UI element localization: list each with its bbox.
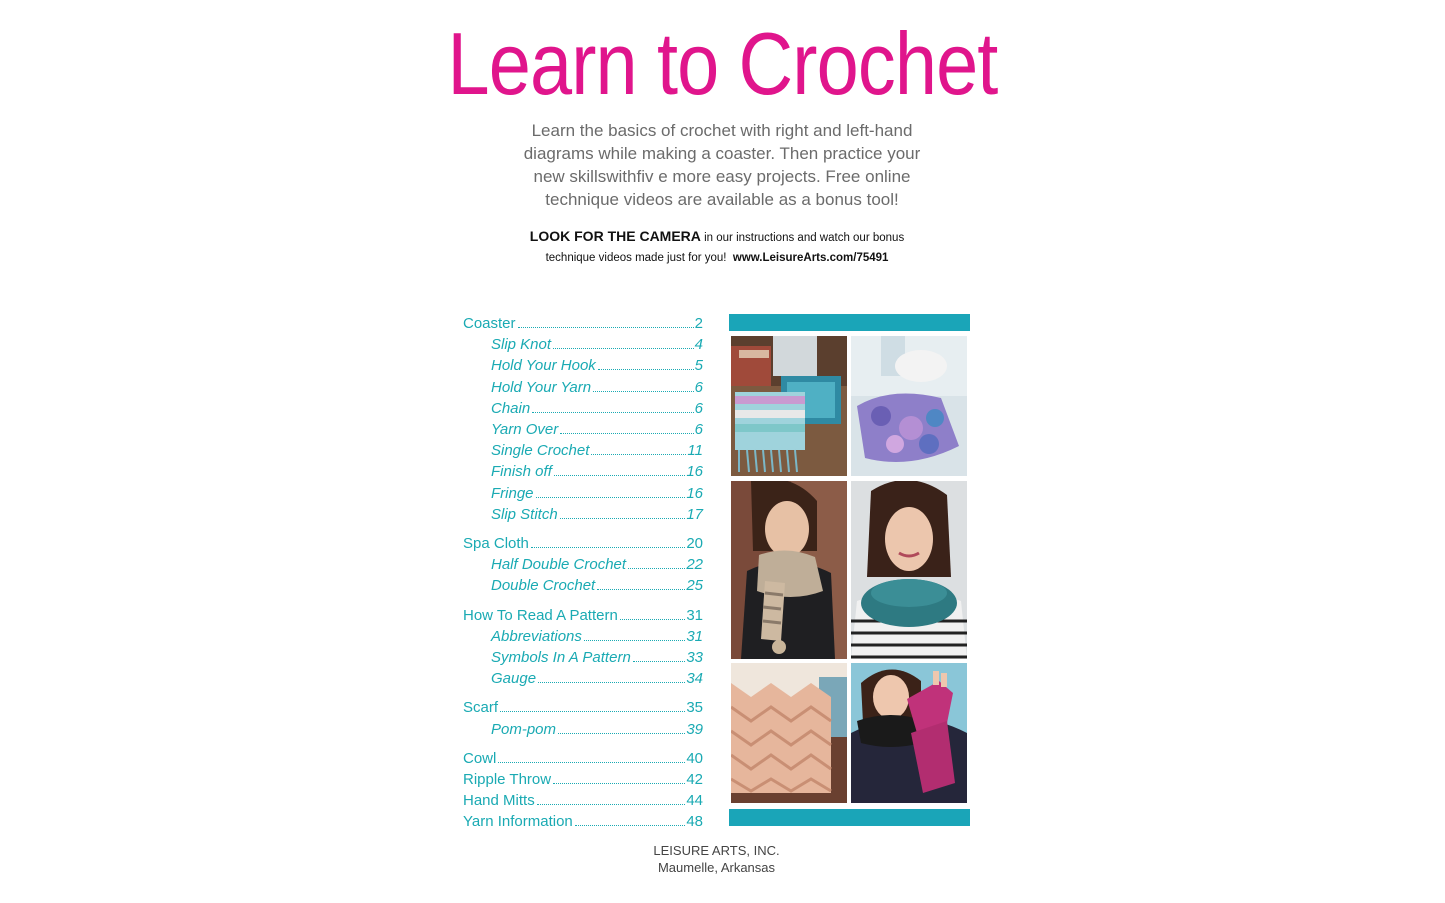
- intro-line: diagrams while making a coaster. Then practice your: [523, 144, 921, 163]
- toc-leader-dots: [536, 497, 686, 498]
- toc-entry-label: Fringe: [491, 484, 534, 502]
- toc-entry: [491, 438, 703, 459]
- toc-leader-dots: [560, 518, 686, 519]
- toc-entry-page: 22: [686, 556, 703, 574]
- toc-entry-label: Finish off: [491, 463, 552, 481]
- toc-entry-label: How To Read A Pattern: [463, 606, 618, 624]
- toc-entry-page: 33: [686, 649, 703, 666]
- toc-entry-page: 35: [686, 699, 703, 717]
- ripple-throw-photo: [731, 663, 847, 803]
- toc-entry: [491, 375, 703, 396]
- toc-entry-label: Single Crochet: [491, 442, 590, 460]
- toc-entry: [491, 396, 703, 417]
- toc-leader-dots: [633, 661, 686, 662]
- toc-entry-label: Abbreviations: [491, 627, 582, 645]
- toc-entry-label: Chain: [491, 399, 531, 417]
- publisher-info: [0, 842, 1433, 876]
- toc-leader-dots: [591, 454, 686, 455]
- scarf-photo: [731, 481, 847, 659]
- toc-entry-page: 25: [686, 577, 703, 595]
- toc-entry-page: 42: [686, 771, 703, 788]
- toc-entry: [491, 645, 703, 666]
- toc-entry-page: 39: [686, 720, 703, 738]
- toc-leader-dots: [560, 433, 693, 434]
- intro-paragraph: [472, 119, 972, 211]
- toc-entry-page: 16: [686, 484, 703, 502]
- toc-entry-page: 48: [686, 813, 703, 831]
- intro-line: new skillswithfiv e more easy projects. Free online: [533, 167, 911, 186]
- toc-entry: [463, 695, 703, 716]
- toc-entry-label: Gauge: [491, 670, 537, 688]
- spa-cloth-photo: [851, 336, 967, 476]
- toc-entry: [491, 332, 703, 353]
- toc-leader-dots: [553, 783, 685, 784]
- toc-leader-dots: [531, 547, 685, 548]
- toc-entry: [491, 502, 703, 523]
- coaster-photo: [731, 336, 847, 476]
- toc-entry-page: 6: [694, 421, 703, 438]
- toc-entry-page: 34: [686, 670, 703, 688]
- camera-text: in our instructions and watch our bonus: [700, 232, 905, 244]
- toc-entry: [463, 809, 703, 830]
- toc-entry-page: 31: [686, 606, 703, 624]
- toc-entry-label: Slip Stitch: [491, 505, 558, 523]
- toc-entry: [491, 459, 703, 480]
- top-accent-bar: [729, 314, 970, 331]
- toc-leader-dots: [597, 589, 685, 590]
- page-title: Learn to Crochet: [447, 14, 998, 113]
- toc-leader-dots: [598, 369, 694, 370]
- toc-entry-page: 20: [686, 535, 703, 552]
- toc-entry-label: Coaster: [463, 315, 516, 332]
- toc-leader-dots: [558, 733, 685, 734]
- toc-entry-label: Hold Your Yarn: [491, 378, 592, 396]
- toc-entry: [463, 788, 703, 809]
- hand-mitts-photo: [851, 663, 967, 803]
- toc-entry-label: Hold Your Hook: [491, 357, 596, 375]
- toc-leader-dots: [575, 825, 686, 826]
- toc-entry: [491, 353, 703, 374]
- toc-entry-label: Yarn Information: [463, 813, 573, 831]
- intro-line: Learn the basics of crochet with right and left-hand: [531, 121, 913, 140]
- toc-entry-label: Half Double Crochet: [491, 556, 627, 574]
- toc-leader-dots: [584, 640, 685, 641]
- toc-entry: [491, 573, 703, 594]
- publisher-location: Maumelle, Arkansas: [657, 860, 776, 875]
- toc-leader-dots: [620, 619, 685, 620]
- toc-entry-label: Double Crochet: [491, 577, 596, 595]
- toc-entry-label: Symbols In A Pattern: [491, 649, 631, 666]
- toc-entry-page: 17: [686, 505, 703, 523]
- toc-leader-dots: [593, 391, 694, 392]
- toc-leader-dots: [628, 568, 685, 569]
- toc-entry-page: 44: [686, 792, 703, 810]
- toc-leader-dots: [554, 475, 685, 476]
- toc-entry: [491, 666, 703, 687]
- toc-entry-page: 11: [687, 442, 703, 460]
- toc-entry: [463, 767, 703, 788]
- toc-entry: [463, 531, 703, 552]
- toc-entry-page: 2: [694, 315, 703, 332]
- toc-entry: [491, 717, 703, 738]
- intro-line: technique videos are available as a bonus tool!: [545, 190, 899, 209]
- toc-entry-label: Pom-pom: [491, 720, 557, 738]
- toc-entry: [463, 603, 703, 624]
- toc-entry: [463, 746, 703, 767]
- toc-entry-label: Slip Knot: [491, 336, 552, 354]
- toc-entry-page: 40: [686, 749, 703, 767]
- toc-leader-dots: [500, 711, 685, 712]
- toc-leader-dots: [518, 327, 694, 328]
- toc-entry-page: 31: [686, 627, 703, 645]
- toc-entry-page: 6: [694, 378, 703, 396]
- toc-entry-page: 6: [694, 399, 703, 417]
- website-link[interactable]: www.LeisureArts.com/75491: [732, 252, 889, 264]
- camera-note: [462, 226, 972, 268]
- camera-heading: LOOK FOR THE CAMERA: [529, 228, 701, 244]
- camera-text-2: technique videos made just for you!: [545, 252, 727, 264]
- toc-entry-label: Hand Mitts: [463, 792, 535, 810]
- toc-leader-dots: [537, 804, 686, 805]
- toc-entry-label: Spa Cloth: [463, 535, 529, 552]
- toc-entry-page: 5: [694, 357, 703, 375]
- toc-entry-label: Scarf: [463, 699, 499, 717]
- cowl-photo: [851, 481, 967, 659]
- toc-entry: [491, 624, 703, 645]
- toc-entry-page: 4: [694, 336, 703, 354]
- toc-leader-dots: [498, 762, 685, 763]
- toc-entry-label: Ripple Throw: [463, 771, 552, 788]
- toc-entry: [491, 481, 703, 502]
- toc-entry-label: Cowl: [463, 749, 497, 767]
- publisher-name: LEISURE ARTS, INC.: [653, 843, 780, 858]
- toc-leader-dots: [538, 682, 685, 683]
- toc-entry: [491, 552, 703, 573]
- toc-leader-dots: [553, 348, 694, 349]
- toc-entry-page: 16: [686, 463, 703, 481]
- toc-leader-dots: [532, 412, 693, 413]
- bottom-accent-bar: [729, 809, 970, 826]
- toc-entry-label: Yarn Over: [491, 421, 559, 438]
- toc-entry: [491, 417, 703, 438]
- toc-entry: [463, 311, 703, 332]
